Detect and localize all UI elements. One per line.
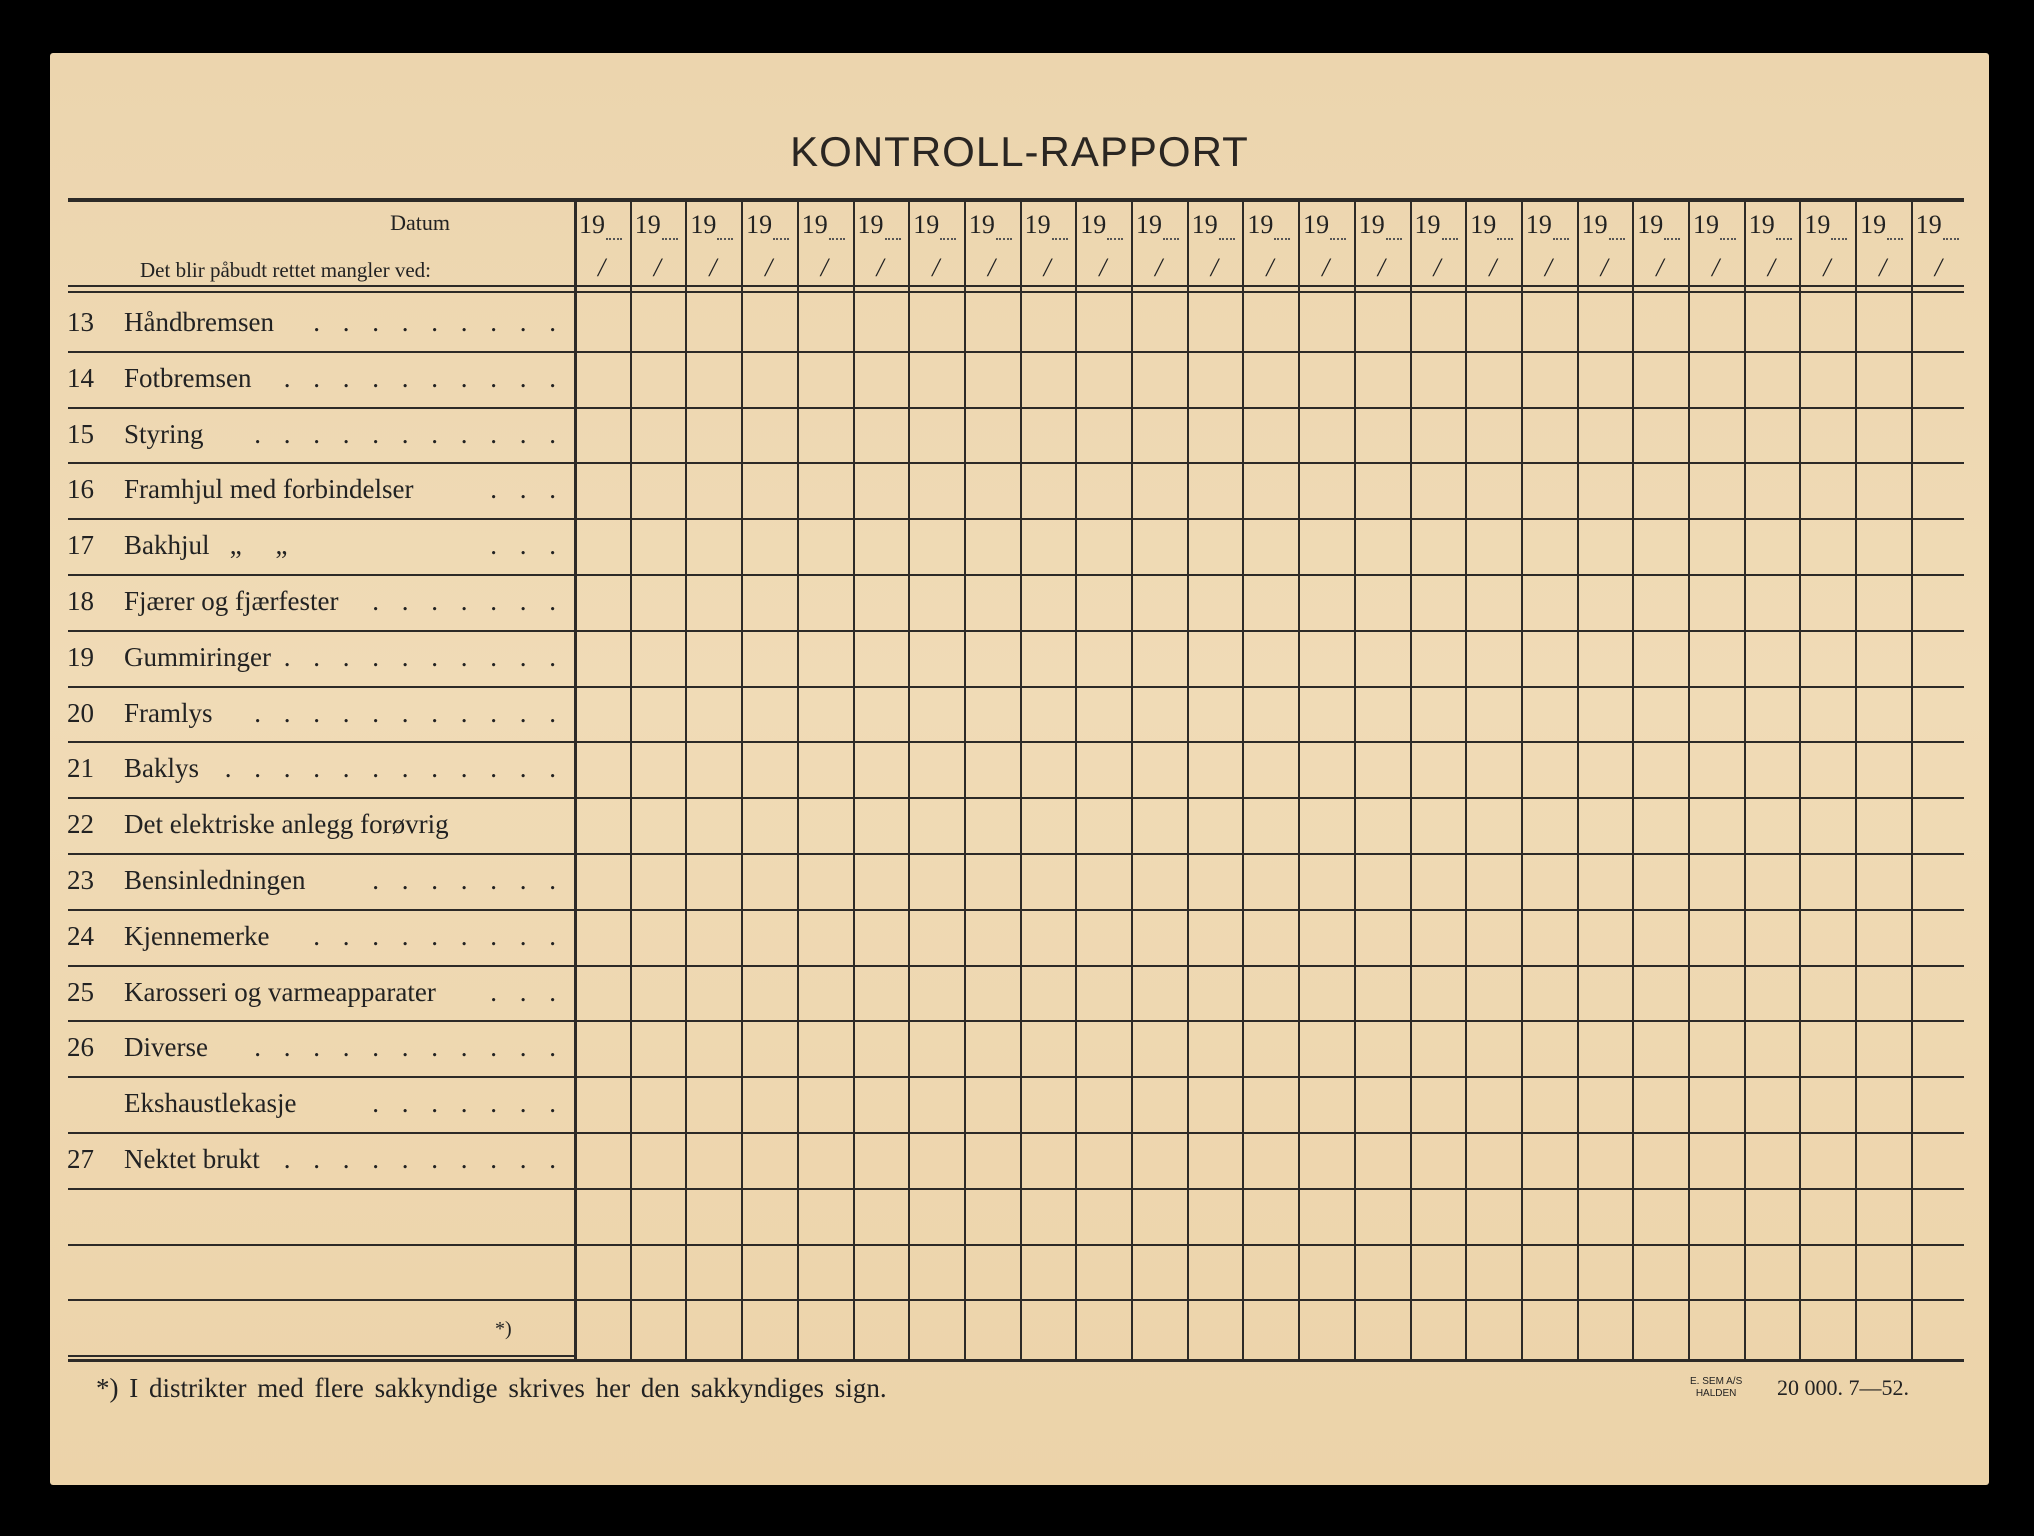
year-prefix: 19: [1915, 210, 1942, 239]
date-slash: /: [598, 253, 606, 282]
year-prefix: 19: [801, 210, 828, 239]
column-line: [1465, 202, 1467, 1359]
year-cell: [1582, 210, 1625, 240]
column-line: [1799, 202, 1801, 1359]
row-label: Framhjul med forbindelser: [124, 474, 414, 505]
page-title: KONTROLL-RAPPORT: [790, 128, 1249, 175]
date-slash: /: [1489, 253, 1497, 282]
year-prefix: 19: [968, 210, 995, 239]
year-cell: [1526, 210, 1569, 240]
print-run: 20 000. 7—52.: [1777, 1375, 1909, 1400]
row-line-label: [68, 407, 574, 409]
date-slash: /: [932, 253, 940, 282]
year-blank: [773, 228, 789, 240]
year-prefix: 19: [1024, 210, 1051, 239]
printer-city: HALDEN: [1695, 1388, 1737, 1399]
row-label: Bensinledningen: [124, 865, 306, 895]
row-line: [574, 351, 1964, 353]
year-cell: [1804, 210, 1847, 240]
row-label: Styring: [124, 418, 204, 449]
row-line-label: [68, 574, 574, 576]
row-line-label: [68, 1076, 574, 1078]
year-cell: [802, 210, 845, 240]
column-line: [1688, 202, 1690, 1359]
row-number: 14: [67, 362, 94, 393]
year-blank: [1943, 228, 1959, 240]
year-prefix: 19: [579, 210, 605, 239]
top-rule: [68, 198, 1964, 202]
date-slash: /: [1934, 253, 1943, 282]
row-line-label: [68, 1020, 574, 1022]
column-line: [797, 202, 799, 1359]
column-line: [964, 202, 966, 1359]
year-blank: [1664, 228, 1680, 240]
row-leader-dots: . . .: [490, 976, 564, 1007]
row-number: 24: [67, 920, 94, 951]
date-slash: /: [653, 253, 661, 282]
column-line: [574, 202, 577, 1359]
row-number: 22: [67, 809, 94, 840]
row-number: 20: [67, 697, 94, 728]
column-line: [1187, 202, 1189, 1359]
row-number: 15: [67, 418, 94, 449]
date-slash: /: [1155, 253, 1163, 282]
row-number: 13: [67, 307, 94, 337]
date-slash: /: [987, 253, 996, 282]
row-label: Karosseri og varmeapparater: [124, 976, 436, 1007]
footnote-mark: *): [495, 1318, 512, 1340]
row-line: [574, 965, 1964, 967]
column-line: [1577, 202, 1579, 1359]
year-prefix: 19: [1581, 210, 1608, 239]
year-cell: [1916, 210, 1959, 240]
date-slash: /: [1043, 253, 1051, 282]
row-line-label: [68, 1299, 574, 1301]
row-line-label: [68, 351, 574, 353]
row-line: [574, 574, 1964, 576]
date-slash: /: [1823, 253, 1831, 282]
year-cell: [1359, 210, 1402, 240]
row-label: Det elektriske anlegg forøvrig: [124, 809, 449, 840]
year-blank: [1107, 228, 1123, 240]
date-slash: /: [1322, 253, 1330, 282]
row-line-label: [68, 1244, 574, 1246]
year-blank: [1776, 228, 1792, 240]
column-line: [1242, 202, 1244, 1359]
row-number: 17: [67, 530, 94, 561]
date-slash: /: [1600, 253, 1608, 282]
row-line-label: [68, 797, 574, 799]
column-line: [853, 202, 855, 1359]
date-slash: /: [1099, 253, 1107, 282]
row-leader-dots: . . . . . . . . . .: [283, 641, 564, 672]
row-line-label: [68, 1188, 574, 1190]
row-label: Håndbremsen: [124, 307, 274, 337]
year-cell: [1192, 210, 1235, 240]
year-cell: [1303, 210, 1346, 240]
row-line: [574, 518, 1964, 520]
row-number: 16: [67, 474, 94, 505]
date-slash: /: [876, 253, 884, 282]
row-leader-dots: . . . . . . . . .: [313, 920, 564, 951]
row-line: [574, 630, 1964, 632]
year-cell: [1860, 210, 1903, 240]
header-rule: [68, 285, 1964, 287]
year-blank: [1330, 228, 1346, 240]
row-line: [574, 853, 1964, 855]
year-prefix: 19: [1191, 210, 1218, 239]
date-slash: /: [1712, 253, 1720, 282]
year-prefix: 19: [1414, 210, 1441, 239]
year-blank: [1052, 228, 1068, 240]
year-blank: [1219, 228, 1235, 240]
column-line: [908, 202, 910, 1359]
row-label: Diverse: [124, 1032, 208, 1063]
row-label: Kjennemerke: [124, 920, 270, 951]
row-line-label: [68, 1132, 574, 1134]
year-cell: [1136, 210, 1179, 240]
year-prefix: 19: [690, 210, 717, 239]
year-cell: [635, 210, 678, 240]
year-prefix: 19: [1470, 210, 1497, 239]
year-cell: [858, 210, 901, 240]
row-line: [574, 797, 1964, 799]
row-line: [574, 1244, 1964, 1246]
footnote-text: *) I distrikter med flere sakkyndige skrives her den sakkyndiges sign.: [96, 1373, 887, 1403]
row-leader-dots: . . . . . . . . . . . .: [224, 753, 564, 784]
row-leader-dots: . . .: [490, 530, 564, 561]
year-prefix: 19: [857, 210, 884, 239]
date-slash: /: [1210, 253, 1218, 282]
column-line: [1744, 202, 1746, 1359]
year-prefix: 19: [1637, 210, 1664, 239]
year-prefix: 19: [1748, 210, 1775, 239]
row-number: 26: [67, 1032, 94, 1063]
row-line-label: [68, 462, 574, 464]
row-line: [574, 741, 1964, 743]
year-prefix: 19: [634, 210, 661, 239]
column-line: [1855, 202, 1857, 1359]
instruction-label: Det blir påbudt rettet mangler ved:: [140, 258, 431, 282]
control-report-card: [50, 53, 1989, 1485]
row-label: Baklys: [124, 753, 200, 784]
year-blank: [1831, 228, 1847, 240]
date-slash: /: [820, 253, 829, 282]
row-label: Fjærer og fjærfester: [124, 586, 339, 616]
date-slash: /: [1377, 253, 1386, 282]
row-line-label: [68, 518, 574, 520]
year-blank: [829, 228, 845, 240]
column-line: [1020, 202, 1022, 1359]
year-cell: [1415, 210, 1458, 240]
year-blank: [885, 228, 901, 240]
year-prefix: 19: [1358, 210, 1385, 239]
row-leader-dots: . . . . . . . . .: [313, 307, 564, 337]
row-number: 18: [67, 586, 94, 616]
date-slash: /: [1879, 253, 1887, 282]
column-line: [1354, 202, 1356, 1359]
year-cell: [1080, 210, 1123, 240]
row-label: Framlys: [124, 697, 213, 728]
year-blank: [1720, 228, 1736, 240]
year-blank: [1442, 228, 1458, 240]
row-line: [574, 909, 1964, 911]
printer-imprint: [1690, 1376, 1742, 1400]
year-blank: [1386, 228, 1402, 240]
year-blank: [1163, 228, 1179, 240]
row-line-label: [68, 630, 574, 632]
row-number: 25: [67, 976, 94, 1007]
row-leader-dots: . . . . . . .: [372, 586, 564, 616]
row-leader-dots: . . .: [490, 474, 564, 505]
column-line: [1632, 202, 1634, 1359]
row-leader-dots: . . . . . . . . . . .: [254, 1032, 564, 1063]
date-slash: /: [1656, 253, 1664, 282]
row-line: [574, 407, 1964, 409]
row-leader-dots: . . . . . . . . . . .: [254, 418, 564, 449]
column-line: [1131, 202, 1133, 1359]
row-line: [574, 1132, 1964, 1134]
year-blank: [1887, 228, 1903, 240]
row-line: [574, 1299, 1964, 1301]
row-line: [574, 1188, 1964, 1190]
row-leader-dots: . . . . . . .: [372, 865, 564, 895]
date-slash: /: [765, 253, 773, 282]
year-cell: [969, 210, 1012, 240]
year-prefix: 19: [1303, 210, 1330, 239]
row-leader-dots: . . . . . . .: [372, 1088, 564, 1119]
year-blank: [996, 228, 1012, 240]
year-prefix: 19: [1080, 210, 1107, 239]
row-line-label: [68, 853, 574, 855]
row-line-label: [68, 741, 574, 743]
date-slash: /: [1767, 253, 1775, 282]
column-line: [1298, 202, 1300, 1359]
header-rule: [68, 291, 1964, 293]
row-label: Bakhjul „ „: [124, 530, 288, 561]
column-line: [1075, 202, 1077, 1359]
row-line: [574, 462, 1964, 464]
year-blank: [717, 228, 733, 240]
date-slash: /: [709, 253, 717, 282]
year-blank: [1553, 228, 1569, 240]
row-line: [574, 1076, 1964, 1078]
year-cell: [1749, 210, 1792, 240]
year-cell: [690, 210, 733, 240]
year-prefix: 19: [1247, 210, 1274, 239]
bottom-rule: [68, 1359, 1964, 1362]
row-label: Ekshaustlekasje: [124, 1088, 297, 1119]
column-line: [1911, 202, 1913, 1359]
year-prefix: 19: [1693, 210, 1719, 239]
column-line: [1521, 202, 1523, 1359]
column-line: [630, 202, 632, 1359]
row-line: [574, 686, 1964, 688]
row-line-label: [68, 965, 574, 967]
year-cell: [1025, 210, 1068, 240]
year-blank: [1497, 228, 1513, 240]
row-label: Nektet brukt: [124, 1144, 260, 1174]
year-prefix: 19: [746, 210, 773, 239]
year-cell: [1637, 210, 1680, 240]
year-prefix: 19: [1525, 210, 1552, 239]
year-cell: [913, 210, 956, 240]
date-slash: /: [1433, 253, 1441, 282]
row-line-label: [68, 1355, 574, 1357]
row-number: 27: [67, 1144, 94, 1174]
row-number: 21: [67, 753, 94, 784]
year-cell: [579, 210, 622, 240]
year-prefix: 19: [1136, 210, 1162, 239]
row-label: Fotbremsen: [124, 362, 252, 393]
date-slash: /: [1266, 253, 1274, 282]
printer-name: E. SEM A/S: [1690, 1376, 1743, 1387]
year-prefix: 19: [913, 210, 940, 239]
year-blank: [662, 228, 678, 240]
date-slash: /: [1544, 253, 1553, 282]
year-prefix: 19: [1804, 210, 1831, 239]
datum-label: Datum: [390, 210, 450, 235]
year-blank: [606, 228, 622, 240]
year-blank: [1609, 228, 1625, 240]
year-cell: [1247, 210, 1290, 240]
column-line: [685, 202, 687, 1359]
row-line-label: [68, 909, 574, 911]
column-line: [741, 202, 743, 1359]
row-line: [574, 1020, 1964, 1022]
year-cell: [1470, 210, 1513, 240]
row-number: 23: [67, 865, 94, 895]
year-cell: [1693, 210, 1736, 240]
column-line: [1410, 202, 1412, 1359]
year-blank: [1274, 228, 1290, 240]
row-number: 19: [67, 641, 94, 672]
row-line-label: [68, 686, 574, 688]
year-prefix: 19: [1860, 210, 1887, 239]
year-cell: [746, 210, 789, 240]
row-leader-dots: . . . . . . . . . . .: [254, 697, 564, 728]
year-blank: [940, 228, 956, 240]
row-leader-dots: . . . . . . . . . .: [283, 1144, 564, 1174]
row-label: Gummiringer: [124, 641, 271, 672]
row-leader-dots: . . . . . . . . . .: [283, 362, 564, 393]
